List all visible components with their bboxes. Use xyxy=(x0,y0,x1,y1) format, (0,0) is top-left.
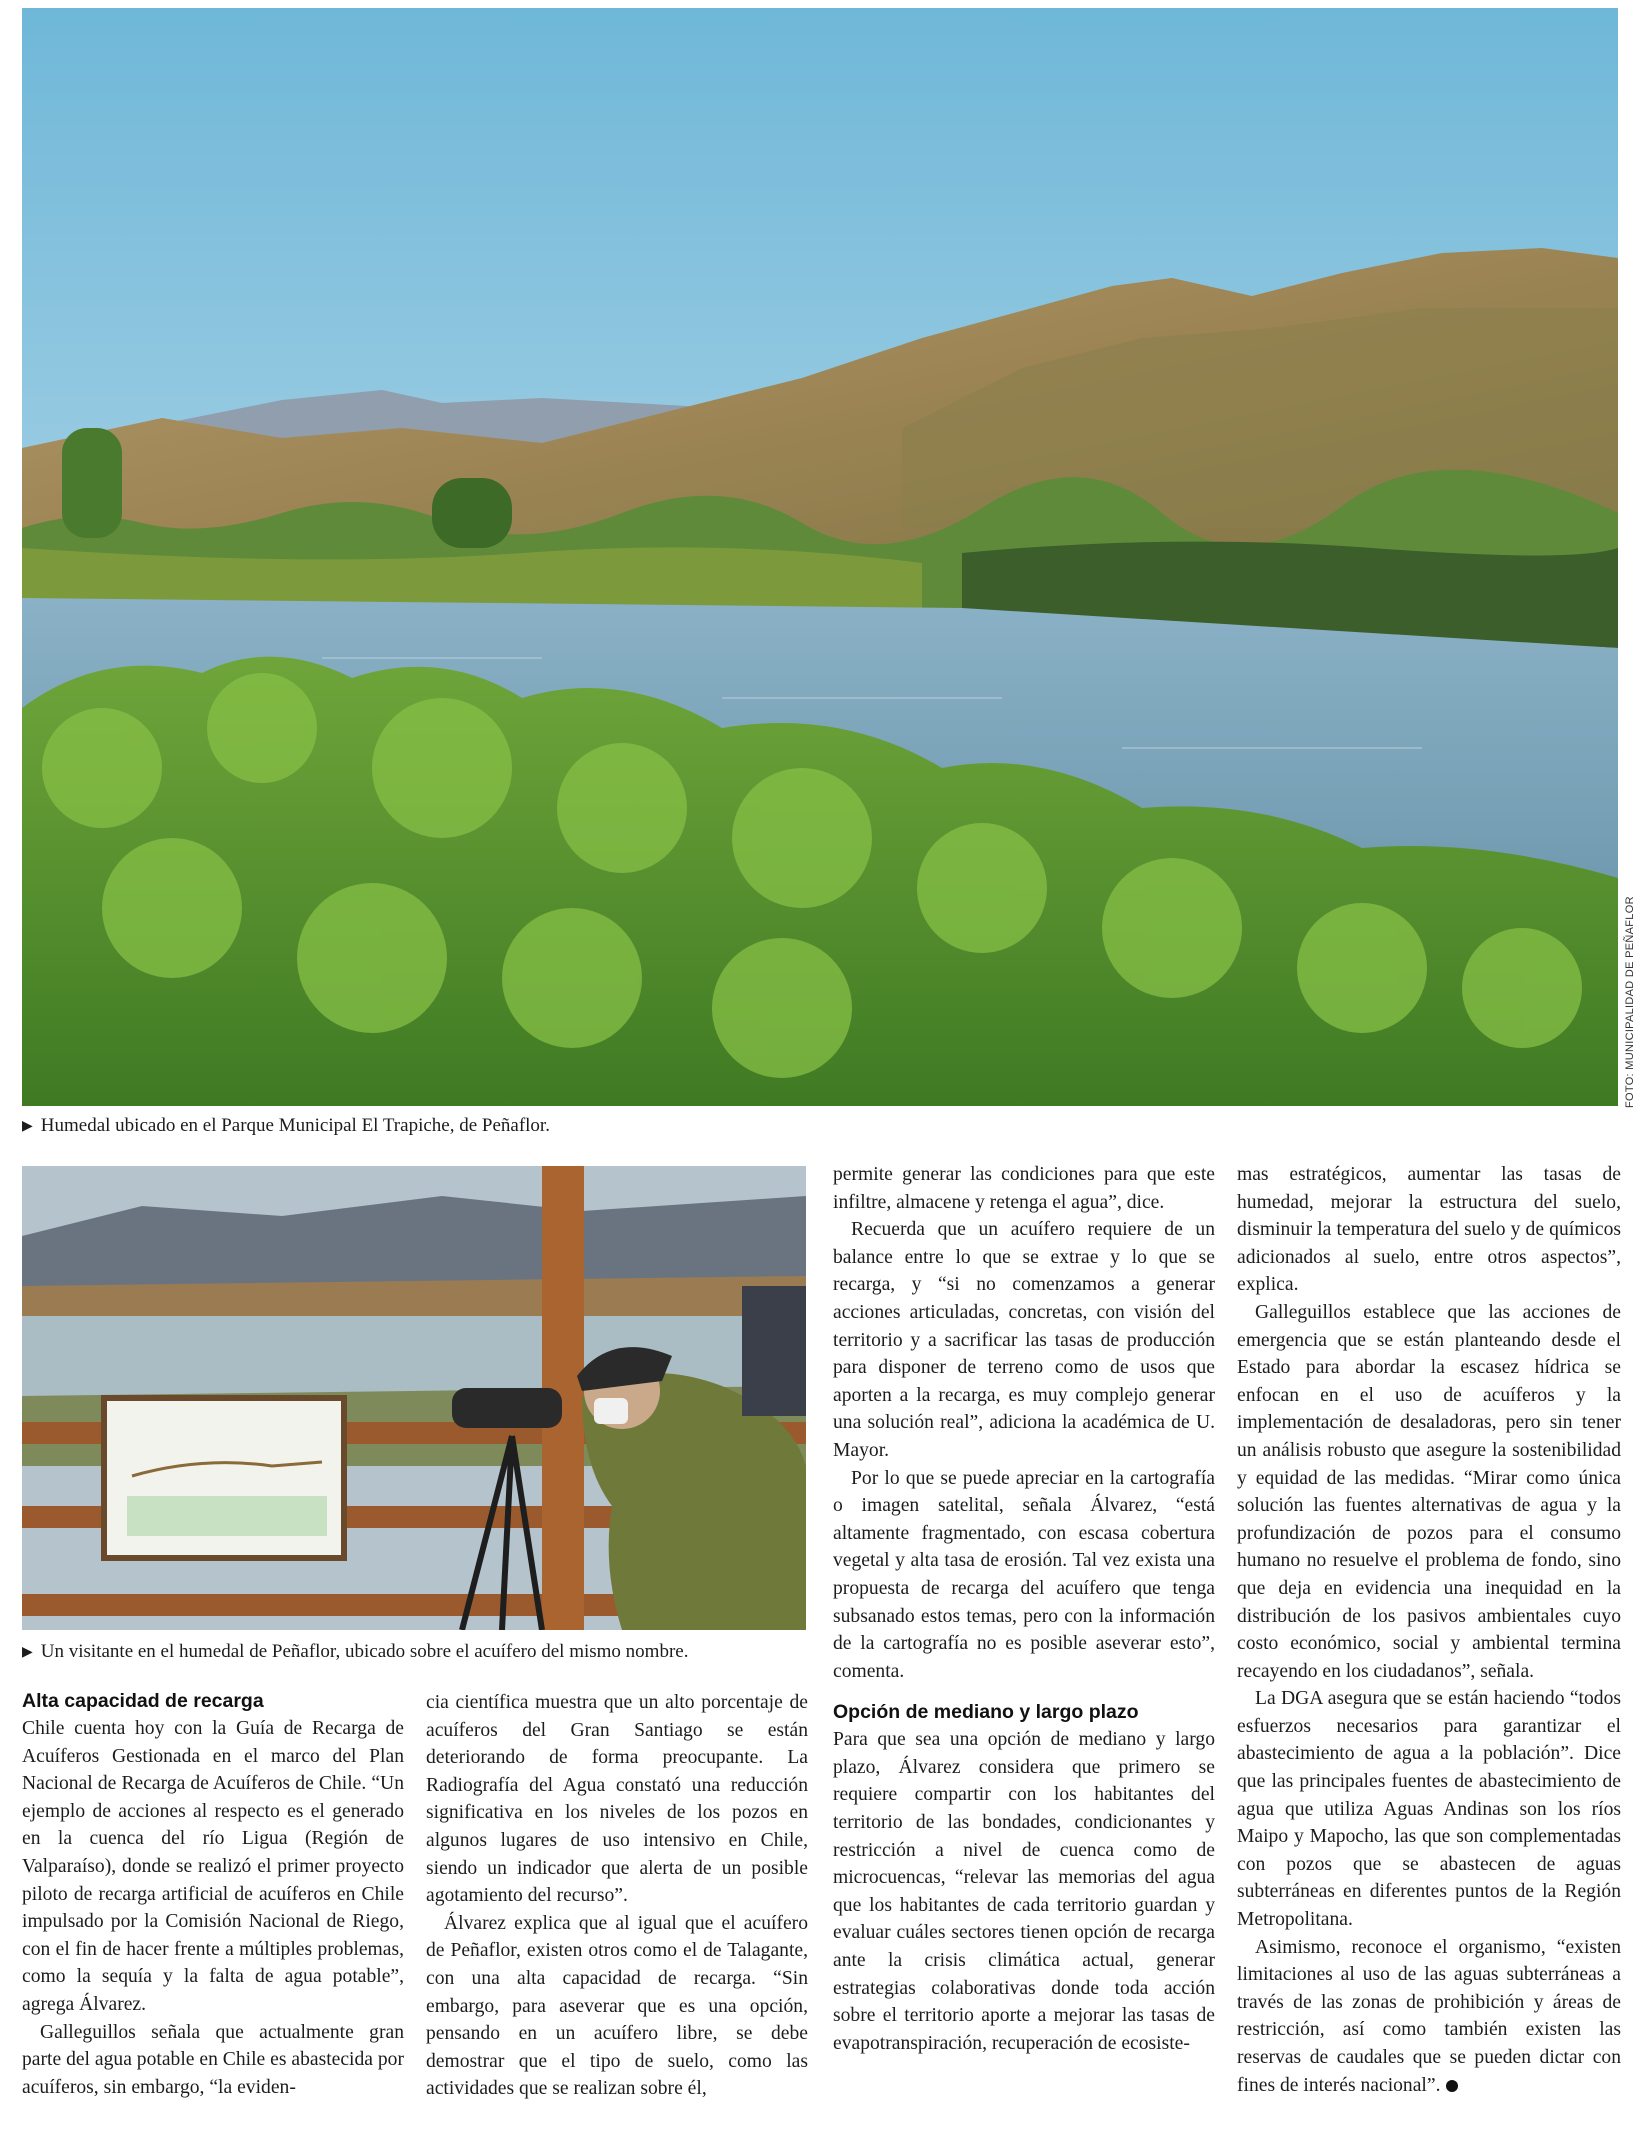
section-heading-alta-capacidad: Alta capacidad de recarga xyxy=(22,1690,264,1712)
column-3-paragraph-3: Por lo que se puede apreciar en la cartografía o imagen satelital, señala Álvarez, “está altamente fragmentado, con escasa cobertura vegetal y alta tasa de erosión. Tal vez exista una propuesta de recarga del acuífero que tenga subsanado estos temas, pero con la información de la cartografía no es posible aseverar esto”, comenta. xyxy=(833,1467,1215,1682)
end-of-article-icon xyxy=(1446,2080,1458,2092)
column-4-paragraph-4: Asimismo, reconoce el organismo, “existen limitaciones al uso de las aguas subterráneas a través de las zonas de prohibición y áreas de restricción, así como también existen las reservas de caudales que se pueden dictar con fines de interés nacional”. xyxy=(1237,1936,1621,2096)
caption-arrow-icon: ▶ xyxy=(22,1645,33,1660)
column-1-paragraph-2: Galleguillos señala que actualmente gran parte del agua potable en Chile es abastecida por acuíferos, sin embargo, “la eviden- xyxy=(22,2021,404,2098)
article-column-1 xyxy=(22,1688,404,2101)
article-column-4 xyxy=(1237,1161,1621,2099)
section-heading-opcion-plazo: Opción de mediano y largo plazo xyxy=(833,1701,1139,1724)
column-3-paragraph-4: Para que sea una opción de mediano y largo plazo, Álvarez considera que primero se requiere compartir con los habitantes del territorio de las bondades, condicionantes y restricción a nivel de cuenca como de microcuencas, “relevar las memorias del agua que los habitantes de cada territorio guardan y evaluar cuáles sectores tienen opción de recarga ante la crisis climática actual, generar estrategias colaborativas donde toda acción sobre el territorio aporte a mejorar las tasas de evapotranspiración, recuperación de ecosiste- xyxy=(833,1729,1215,2054)
top-caption-text: Humedal ubicado en el Parque Municipal El Trapiche, de Peñaflor. xyxy=(40,1115,550,1136)
column-4-paragraph-1: mas estratégicos, aumentar las tasas de humedad, mejorar la estructura del suelo, disminuir la temperatura del suelo y de químicos adicionados al suelo, entre otros aspectos”, explica. xyxy=(1237,1164,1621,1296)
column-3-paragraph-1: permite generar las condiciones para que este infiltre, almacene y retenga el agua”, dice. xyxy=(833,1164,1215,1213)
article-column-3 xyxy=(833,1161,1215,2057)
column-1-paragraph-1: Chile cuenta hoy con la Guía de Recarga de Acuíferos Gestionada en el marco del Plan Nacional de Recarga de Acuíferos de Chile. “Un ejemplo de acciones al respecto es el generado en la cuenca del río Ligua (Región de Valparaíso), donde se realizó el primer proyecto piloto de recarga artificial de acuíferos en Chile impulsado por la Comisión Nacional de Riego, con el fin de hacer frente a múltiples problemas, como la sequía y la falta de agua potable”, agrega Álvarez. xyxy=(22,1718,404,2015)
column-3-paragraph-2: Recuerda que un acuífero requiere de un balance entre lo que se extrae y lo que se recarga, y “si no comenzamos a generar acciones articuladas, concretas, con visión del territorio y a sacrificar las tasas de producción para disponer de terreno como de usos que aporten a la recarga, es muy complejo generar una solución real”, adiciona la académica de U. Mayor. xyxy=(833,1219,1215,1461)
second-photo-caption xyxy=(22,1640,688,1666)
column-4-paragraph-2: Galleguillos establece que las acciones de emergencia que se están planteando desde el Estado para abordar la escasez hídrica se enfocan en el uso de acuíferos y la implementación de desaladoras, pero sin tener un análisis robusto que asegure la sostenibilidad y equidad de las medidas. “Mirar como única solución las fuentes alternativas de agua y la profundización de pozos para el consumo humano no resuelve el problema de fondo, sino que deja en evidencia una inequidad en la distribución de los pasivos ambientales cuyo costo económico, social y ambiental termina recayendo en los ciudadanos”, señala. xyxy=(1237,1301,1621,1682)
caption-arrow-icon: ▶ xyxy=(22,1119,33,1134)
photo-credit: FOTO: MUNICIPALIDAD DE PEÑAFLOR xyxy=(1624,896,1636,1108)
column-4-paragraph-3: La DGA asegura que se están haciendo “todos esfuerzos necesarios para garantizar el abastecimiento de agua a la población”. Dice que las principales fuentes de abastecimiento de agua que utiliza Aguas Andinas son los ríos Maipo y Mapocho, las que son complementadas con pozos que se abastecen de aguas subterráneas en diferentes puntos de la Región Metropolitana. xyxy=(1237,1688,1621,1931)
column-4-paragraph-4-wrap xyxy=(1237,1934,1621,2100)
article-column-2 xyxy=(426,1689,808,2103)
visitor-photo xyxy=(22,1166,806,1630)
column-2-paragraph-1: cia científica muestra que un alto porcentaje de acuíferos del Gran Santiago se están deteriorando de forma preocupante. La Radiografía del Agua constató una reducción significativa en los niveles de los pozos en algunos lugares de uso intensivo en Chile, siendo un indicador que alerta de un posible agotamiento del recurso”. xyxy=(426,1692,808,1907)
wetland-photo xyxy=(22,8,1618,1106)
top-photo-caption xyxy=(22,1114,550,1140)
second-caption-text: Un visitante en el humedal de Peñaflor, ubicado sobre el acuífero del mismo nombre. xyxy=(40,1641,689,1662)
column-2-paragraph-2: Álvarez explica que al igual que el acuífero de Peñaflor, existen otros como el de Talagante, con una alta capacidad de recarga. “Sin embargo, para aseverar que es una opción, pensando en un acuífero libre, se debe demostrar que el tipo de suelo, como las actividades que se realizan sobre él, xyxy=(426,1912,808,2100)
